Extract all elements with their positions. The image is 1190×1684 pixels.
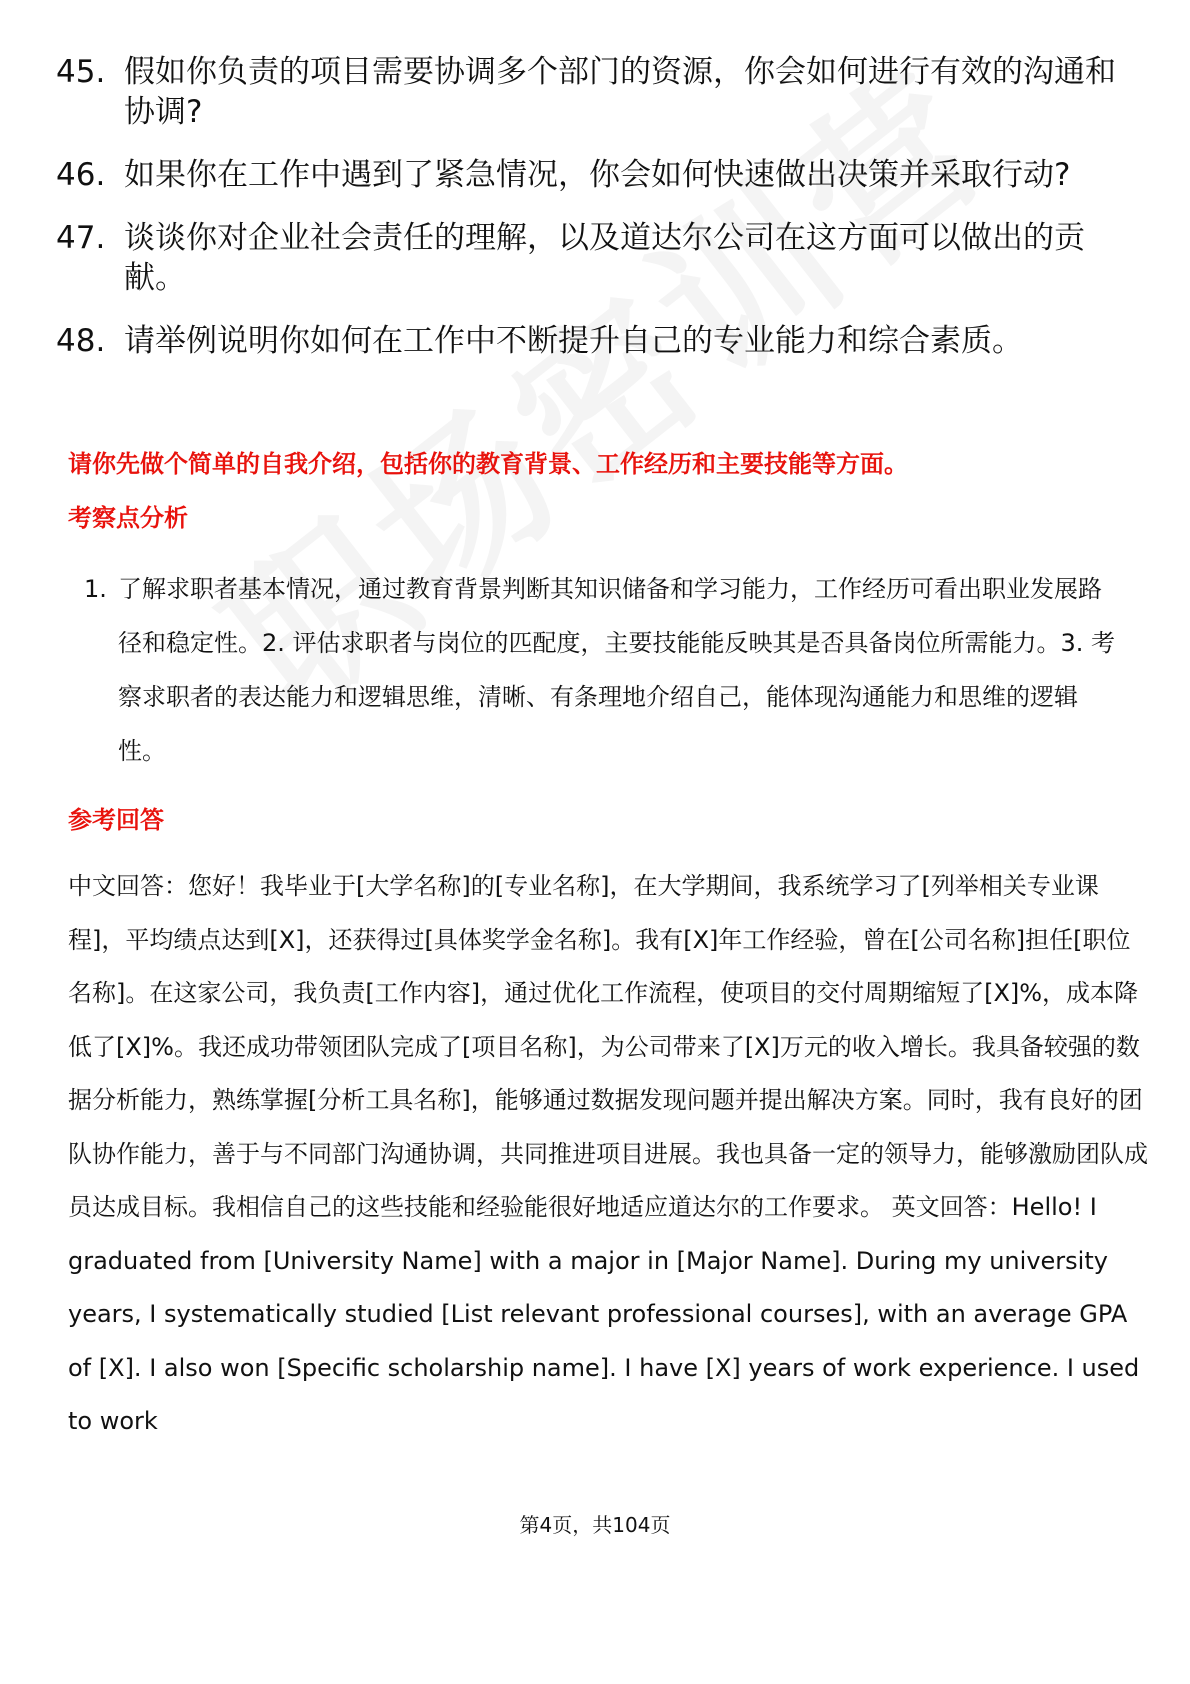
- question-item: [56, 218, 1116, 298]
- page-footer: 第4页，共104页: [519, 1513, 671, 1537]
- analysis-heading: 考察点分析: [68, 504, 188, 532]
- answer-heading: 参考回答: [68, 806, 164, 834]
- analysis-text: 了解求职者基本情况，通过教育背景判断其知识储备和学习能力，工作经历可看出职业发展路径和稳定性。2. 评估求职者与岗位的匹配度，主要技能能反映其是否具备岗位所需能力。3. 考察求职者的表达能力和逻辑思维，清晰、有条理地介绍自己，能体现沟通能力和思维的逻辑性。: [118, 575, 1116, 765]
- question-text: 请举例说明你如何在工作中不断提升自己的专业能力和综合素质。: [124, 323, 1023, 359]
- question-item: [56, 155, 1116, 195]
- question-number: 46.: [56, 157, 106, 193]
- question-number: 45.: [56, 54, 106, 90]
- question-text: 如果你在工作中遇到了紧急情况，你会如何快速做出决策并采取行动?: [124, 157, 1071, 193]
- question-item: [56, 321, 1116, 361]
- analysis-list-item: [84, 562, 1124, 778]
- question-text: 谈谈你对企业社会责任的理解，以及道达尔公司在这方面可以做出的贡献。: [124, 220, 1085, 296]
- question-list: [56, 52, 1116, 384]
- question-number: 47.: [56, 220, 106, 256]
- question-number: 48.: [56, 323, 106, 359]
- answer-text: 中文回答：您好！我毕业于[大学名称]的[专业名称]，在大学期间，我系统学习了[列举相关专业课程]，平均绩点达到[X]，还获得过[具体奖学金名称]。我有[X]年工作经验，曾在[公司名称]担任[职位名称]。在这家公司，我负责[工作内容]，通过优化工作流程，使项目的交付周期缩短了[X]%，成本降低了[X]%。我还成功带领团队完成了[项目名称]，为公司带来了[X]万元的收入增长。我具备较强的数据分析能力，熟练掌握[分析工具名称]，能够通过数据发现问题并提出解决方案。同时，我有良好的团队协作能力，善于与不同部门沟通协调，共同推进项目进展。我也具备一定的领导力，能够激励团队成员达成目标。我相信自己的这些技能和经验能很好地适应道达尔的工作要求。 英文回答：Hello! I graduated from [University Name] with a major in [Major Name]. During my university years, I systematically studied [List relevant professional courses], with an average GPA of [X]. I also won [Specific scholarship name]. I have [X] years of work experience. I used to work: [68, 872, 1148, 1435]
- analysis-number: 1.: [84, 575, 107, 603]
- question-text: 假如你负责的项目需要协调多个部门的资源，你会如何进行有效的沟通和协调?: [124, 54, 1116, 130]
- question-item: [56, 52, 1116, 132]
- main-question-heading: 请你先做个简单的自我介绍，包括你的教育背景、工作经历和主要技能等方面。: [68, 450, 908, 478]
